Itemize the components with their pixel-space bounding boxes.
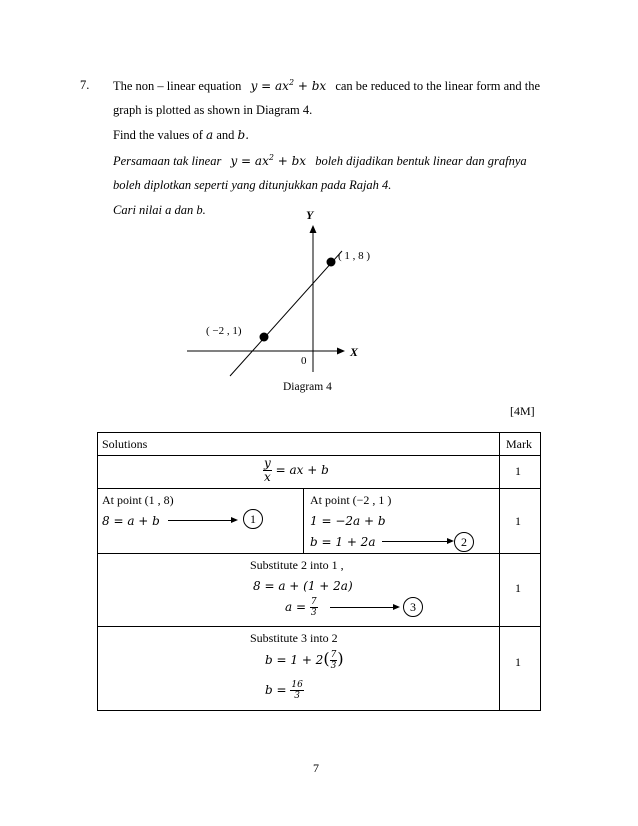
tag-circle-1: 1 (243, 509, 263, 529)
origin-label: 0 (301, 355, 307, 367)
header-solutions: Solutions (102, 437, 148, 451)
question-line-3-and: and (216, 128, 235, 142)
row2-left-cell (98, 489, 304, 554)
row4-line1: Substitute 3 into 2 (250, 631, 338, 645)
table-row (98, 456, 541, 489)
row4-line3-frac-den: 3 (294, 691, 300, 701)
row4-line2-frac-num: 7 (330, 650, 337, 660)
row3-fraction (310, 597, 318, 618)
y-axis-arrow-icon (310, 225, 317, 233)
row4-line2-lhs: b = 1 + 2 (265, 653, 324, 667)
tag-circle-2: 2 (454, 532, 474, 552)
header-mark: Mark (506, 437, 532, 451)
row2-left-eq: 8 = a + b (102, 514, 160, 528)
row4-line2-frac-den: 3 (330, 661, 337, 671)
graph-line (230, 251, 342, 376)
row1-frac-den: x (264, 470, 271, 484)
row2-right-eq1: 1 = −2a + b (310, 514, 386, 528)
solutions-table (97, 432, 541, 711)
row3-mark-cell (500, 554, 541, 627)
question-line-1-start: The non – linear equation (113, 79, 242, 93)
x-axis-label: X (350, 345, 359, 359)
row3-line3 (285, 597, 318, 618)
table-row (98, 489, 541, 554)
point-minus2-1-label: ( −2 , 1) (206, 325, 242, 337)
header-mark-cell (500, 433, 541, 456)
malay-line-1-start: Persamaan tak linear (113, 154, 222, 168)
row1-mark-cell (500, 456, 541, 489)
row3-arrow (330, 607, 398, 608)
table-row (98, 554, 541, 627)
tag-circle-3: 3 (403, 597, 423, 617)
row2-mark: 1 (515, 514, 521, 528)
row3-frac-den: 3 (310, 608, 317, 618)
question-line-3-text: Find the values of (113, 128, 203, 142)
row1-equation (263, 457, 329, 484)
row2-left-arrow (168, 520, 236, 521)
row3-mark: 1 (515, 581, 521, 595)
row2-right-arrow (382, 541, 452, 542)
row1-rhs: = ax + b (275, 463, 329, 477)
equation-nonlinear-malay: $y = ax^2$ + bx (230, 153, 307, 168)
row1-frac-num: y (264, 456, 271, 470)
malay-line-1-end: boleh dijadikan bentuk linear dan grafnya (315, 154, 527, 168)
x-axis-arrow-icon (337, 348, 345, 355)
table-header-row (98, 433, 541, 456)
marks-total: [4M] (510, 404, 535, 418)
row3-line2: 8 = a + (1 + 2a) (253, 579, 353, 593)
row3-line3-lhs: a = (285, 600, 307, 614)
malay-line-2: boleh diplotkan seperti yang ditunjukkan pada Rajah 4. (113, 178, 392, 192)
row3-frac-num: 7 (310, 597, 317, 607)
row4-line3-lhs: b = (265, 683, 287, 697)
header-solutions-cell (98, 433, 500, 456)
row2-right-eq2: b = 1 + 2a (310, 535, 376, 549)
row4-solution-cell (98, 627, 500, 711)
row4-line3 (265, 680, 304, 701)
row1-solution-cell (98, 456, 500, 489)
row4-line3-fraction (290, 680, 303, 701)
var-b: b. (237, 128, 250, 142)
y-axis-label: Y (306, 208, 314, 222)
row4-mark: 1 (515, 655, 521, 669)
row2-left-title: At point (1 , 8) (102, 493, 174, 507)
malay-line-3: Cari nilai a dan b. (113, 203, 206, 217)
question-line-2: graph is plotted as shown in Diagram 4. (113, 103, 313, 117)
row1-mark: 1 (515, 464, 521, 478)
table-row (98, 627, 541, 711)
row3-solution-cell (98, 554, 500, 627)
var-a: a (206, 128, 214, 142)
equation-nonlinear: $y = ax^2$ + bx (250, 78, 327, 93)
row4-mark-cell (500, 627, 541, 711)
question-number: 7. (80, 78, 90, 92)
question-line-1-end: can be reduced to the linear form and the (335, 79, 541, 93)
point-1-8-label: ( 1 , 8 ) (338, 250, 371, 262)
row3-line1: Substitute 2 into 1 , (250, 558, 344, 572)
point-1-8 (327, 258, 336, 267)
page-number: 7 (313, 761, 319, 775)
row2-right-title: At point (−2 , 1 ) (310, 493, 392, 507)
row2-right-cell (304, 489, 500, 554)
row2-mark-cell (500, 489, 541, 554)
point-minus2-1 (260, 333, 269, 342)
row4-line3-frac-num: 16 (291, 680, 303, 690)
row1-fraction (263, 457, 272, 484)
row4-line2: b = 1 + 2( $\frac{7}{3}$ ) (265, 649, 344, 671)
diagram-caption: Diagram 4 (283, 381, 332, 393)
